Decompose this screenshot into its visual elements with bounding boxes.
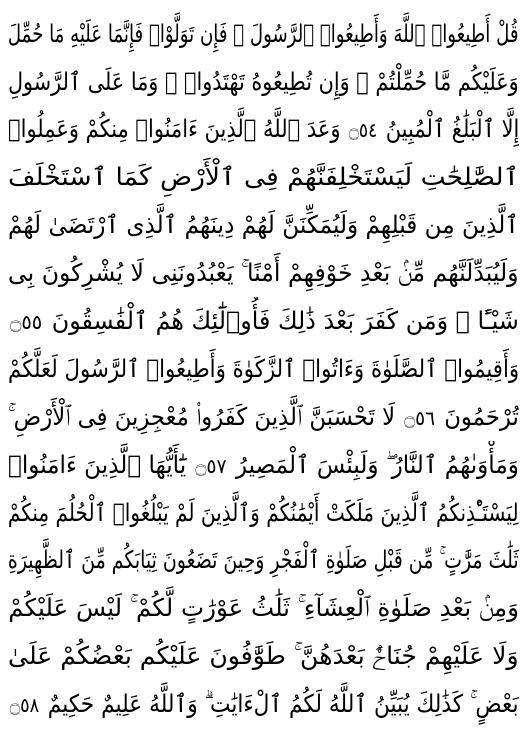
line-content xyxy=(8,258,519,288)
verse-text: ٱلصَّٰلِحَٰتِ لَيَسْتَخْلِفَنَّهُمْ فِى ٱلْأَرْضِ كَمَا ٱسْتَخْلَفَ xyxy=(8,162,519,192)
verse-text: وَلَا عَلَيْهِمْ جُنَاحٌۢ بَعْدَهُنَّ ۚ طَوَّٰفُونَ عَلَيْكُم بَعْضُكُمْ عَلَىٰ xyxy=(8,641,519,671)
text-line xyxy=(8,489,519,537)
line-content xyxy=(8,66,519,96)
line-content xyxy=(8,545,519,575)
line-content xyxy=(8,593,519,623)
text-line xyxy=(8,58,519,106)
verse-text: لِيَسْتَـْٔذِنكُمُ ٱلَّذِينَ مَلَكَتْ أَيْمَٰنُكُمْ وَٱلَّذِينَ لَمْ يَبْلُغُوا۟ ٱلْحُلُمَ مِنكُمْ xyxy=(8,497,519,527)
text-line xyxy=(8,633,519,681)
ayah-number-marker: ۝٥٥ xyxy=(10,310,43,335)
line-content xyxy=(8,353,519,383)
verse-text: قُلْ أَطِيعُوا۟ ٱللَّهَ وَأَطِيعُوا۟ ٱلرَّسُولَ ۖ فَإِن تَوَلَّوْا۟ فَإِنَّمَا عَلَيْهِ مَا حُمِّلَ xyxy=(8,18,519,48)
text-line xyxy=(8,249,519,297)
line-content xyxy=(8,401,519,431)
text-line xyxy=(8,680,519,728)
line-content xyxy=(8,210,519,240)
verse-text: إِلَّا ٱلْبَلَٰغُ ٱلْمُبِينُ xyxy=(385,114,519,144)
text-line xyxy=(8,537,519,585)
verse-text: وَمِنۢ بَعْدِ صَلَوٰةِ ٱلْعِشَآءِ ۚ ثَلَٰثُ عَوْرَٰتٍ لَّكُمْ ۚ لَيْسَ عَلَيْكُمْ xyxy=(8,593,519,623)
text-line xyxy=(8,106,519,154)
ayah-number-marker: ۝٥٦ xyxy=(404,405,436,430)
line-content xyxy=(8,18,519,48)
text-line xyxy=(8,441,519,489)
ayah-number-marker: ۝٥٨ xyxy=(10,693,40,718)
verse-text: شَيْـًٔا ۚ وَمَن كَفَرَ بَعْدَ ذَٰلِكَ فَأُو۟لَٰٓئِكَ هُمُ ٱلْفَٰسِقُونَ xyxy=(51,306,519,336)
line-content xyxy=(8,162,519,192)
line-content xyxy=(8,497,519,527)
text-line xyxy=(8,585,519,633)
verse-text: وَلَيُبَدِّلَنَّهُم مِّنۢ بَعْدِ خَوْفِهِمْ أَمْنًا ۚ يَعْبُدُونَنِى لَا يُشْرِكُونَ بِى xyxy=(8,258,519,288)
line-content xyxy=(8,306,519,336)
verse-text: ٱلَّذِينَ مِن قَبْلِهِمْ وَلَيُمَكِّنَنَّ لَهُمْ دِينَهُمُ ٱلَّذِى ٱرْتَضَىٰ لَهُمْ xyxy=(8,210,519,240)
text-line xyxy=(8,345,519,393)
line-content xyxy=(8,114,519,144)
verse-text: وَعَدَ ٱللَّهُ ٱلَّذِينَ ءَامَنُوا۟ مِنكُمْ وَعَمِلُوا۟ xyxy=(8,114,341,144)
text-line xyxy=(8,393,519,441)
ayah-number-marker: ۝٥٧ xyxy=(195,453,227,478)
text-line xyxy=(8,10,519,58)
verse-text: وَعَلَيْكُم مَّا حُمِّلْتُمْ ۖ وَإِن تُطِيعُوهُ تَهْتَدُوا۟ ۚ وَمَا عَلَى ٱلرَّسُولِ xyxy=(8,66,519,96)
verse-text: بَعْضٍ ۚ كَذَٰلِكَ يُبَيِّنُ ٱللَّهُ لَكُمُ ٱلْءَايَٰتِ ۗ وَٱللَّهُ عَلِيمٌ حَكِيمٌ xyxy=(48,689,519,719)
text-line xyxy=(8,202,519,250)
verse-text: وَأَقِيمُوا۟ ٱلصَّلَوٰةَ وَءَاتُوا۟ ٱلزَّكَوٰةَ وَأَطِيعُوا۟ ٱلرَّسُولَ لَعَلَّكُمْ xyxy=(8,353,519,383)
verse-text: يَٰٓأَيُّهَا ٱلَّذِينَ ءَامَنُوا۟ xyxy=(8,449,187,479)
line-content xyxy=(8,449,519,479)
line-content xyxy=(8,689,519,719)
verse-text: تُرْحَمُونَ xyxy=(444,401,519,431)
verse-text: ثَلَٰثَ مَرَّٰتٍ ۚ مِّن قَبْلِ صَلَوٰةِ ٱلْفَجْرِ وَحِينَ تَضَعُونَ ثِيَابَكُم مِّنَ ٱلظَّهِيرَةِ xyxy=(8,545,519,575)
text-line xyxy=(8,297,519,345)
text-line xyxy=(8,154,519,202)
verse-text: وَمَأْوَىٰهُمُ ٱلنَّارُ ۖ وَلَبِئْسَ ٱلْمَصِيرُ xyxy=(236,449,519,479)
ayah-number-marker: ۝٥٤ xyxy=(348,118,377,143)
line-content xyxy=(8,641,519,671)
verse-text: لَا تَحْسَبَنَّ ٱلَّذِينَ كَفَرُوا۟ مُعْجِزِينَ فِى ٱلْأَرْضِ ۚ xyxy=(8,401,396,431)
